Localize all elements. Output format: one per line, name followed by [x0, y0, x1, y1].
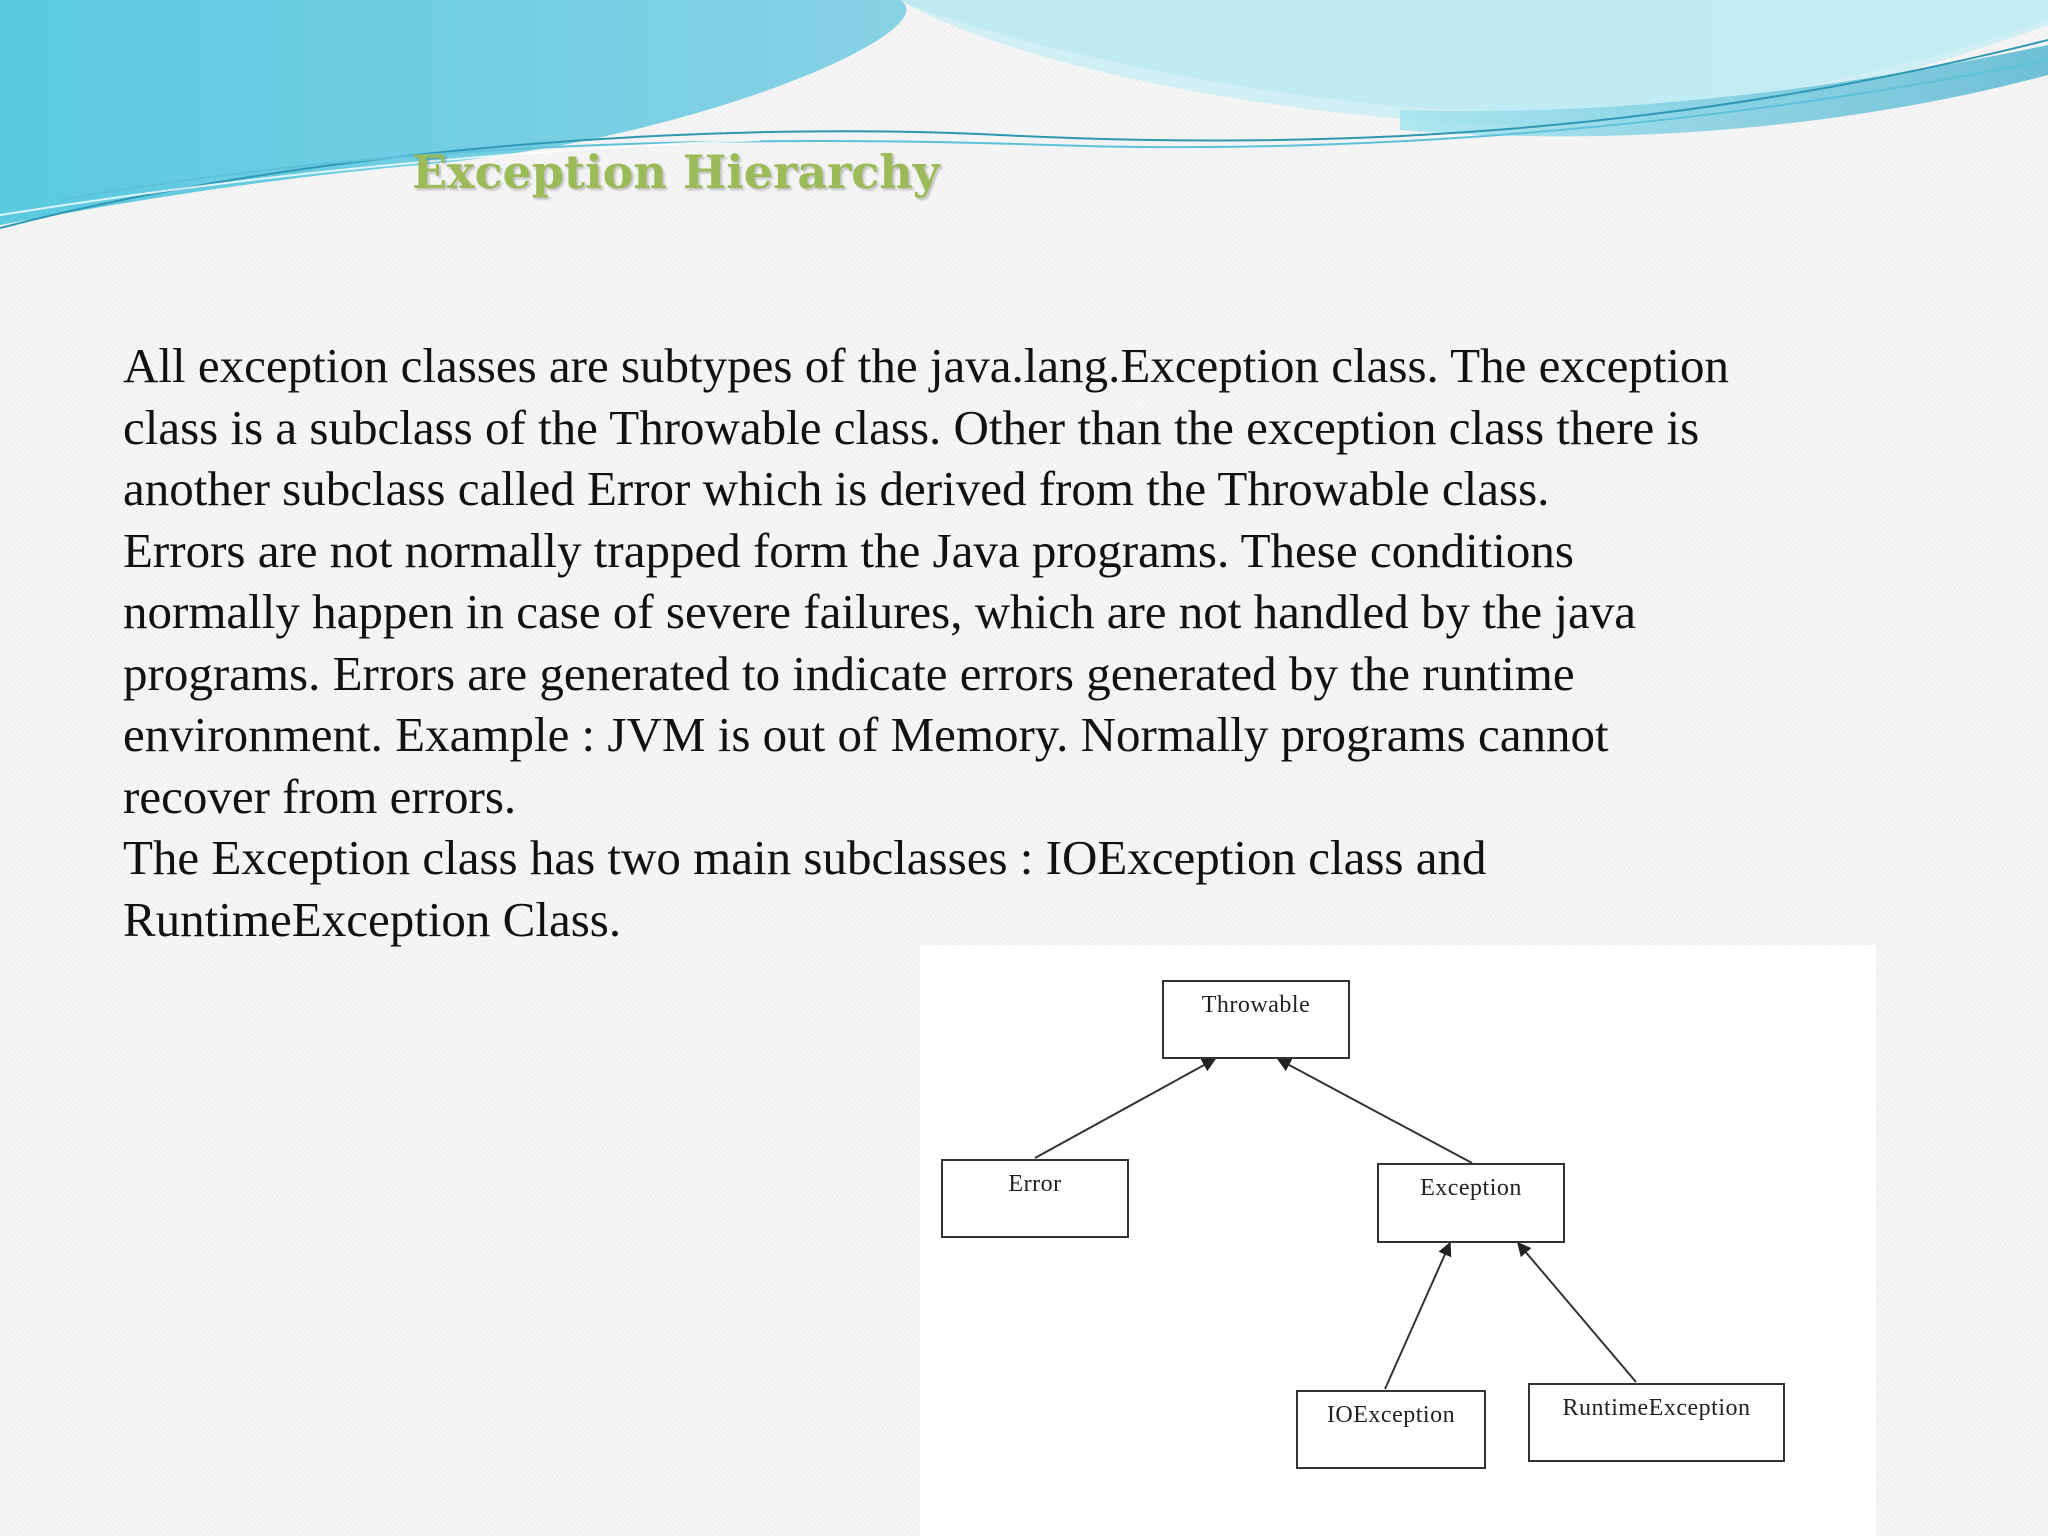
- edge-runtimeexception-to-exception: [1518, 1243, 1636, 1382]
- paragraph-exception-classes: [123, 335, 1923, 520]
- paragraph-exception-subclasses: [123, 827, 1923, 950]
- node-throwable: Throwable: [1162, 980, 1350, 1059]
- text-line: another subclass called Error which is derived from the Throwable class.: [123, 461, 1550, 516]
- text-line: All exception classes are subtypes of the java.lang.Exception class. The exception: [123, 338, 1730, 393]
- slide-body-text: [123, 335, 1923, 950]
- edge-exception-to-throwable-line: [1278, 1059, 1327, 1162]
- node-exception: Exception: [1377, 1163, 1565, 1243]
- text-line: Errors are not normally trapped form the Java programs. These conditions: [123, 522, 1574, 578]
- node-error: Error: [941, 1159, 1129, 1238]
- node-runtimeexception: RuntimeException: [1528, 1383, 1785, 1462]
- edge-exception-to-throwable-arrow: [1278, 1059, 1472, 1163]
- node-ioexception: IOException: [1296, 1390, 1486, 1469]
- paragraph-errors: [123, 520, 1923, 828]
- text-line: RuntimeException Class.: [123, 891, 622, 947]
- exception-hierarchy-diagram: [920, 945, 1876, 1536]
- text-line: normally happen in case of severe failures, which are not handled by the java: [123, 584, 1636, 639]
- text-line: programs. Errors are generated to indicate errors generated by the runtime: [123, 645, 1575, 701]
- slide-title: Exception Hierarchy: [412, 145, 940, 199]
- text-line: class is a subclass of the Throwable class. Other than the exception class there is: [123, 399, 1700, 455]
- edge-error-to-throwable: [1035, 1059, 1215, 1158]
- text-line: The Exception class has two main subclasses : IOException class and: [123, 830, 1487, 885]
- edge-exception-throwable: [1277, 1061, 1330, 1162]
- edge-exception-to-throwable: [1255, 1059, 1280, 1162]
- edge-ioexception-to-exception: [1385, 1243, 1450, 1389]
- text-line: recover from errors.: [123, 768, 517, 824]
- text-line: environment. Example : JVM is out of Memory. Normally programs cannot: [123, 707, 1609, 762]
- header-wave-decoration: [0, 0, 2048, 240]
